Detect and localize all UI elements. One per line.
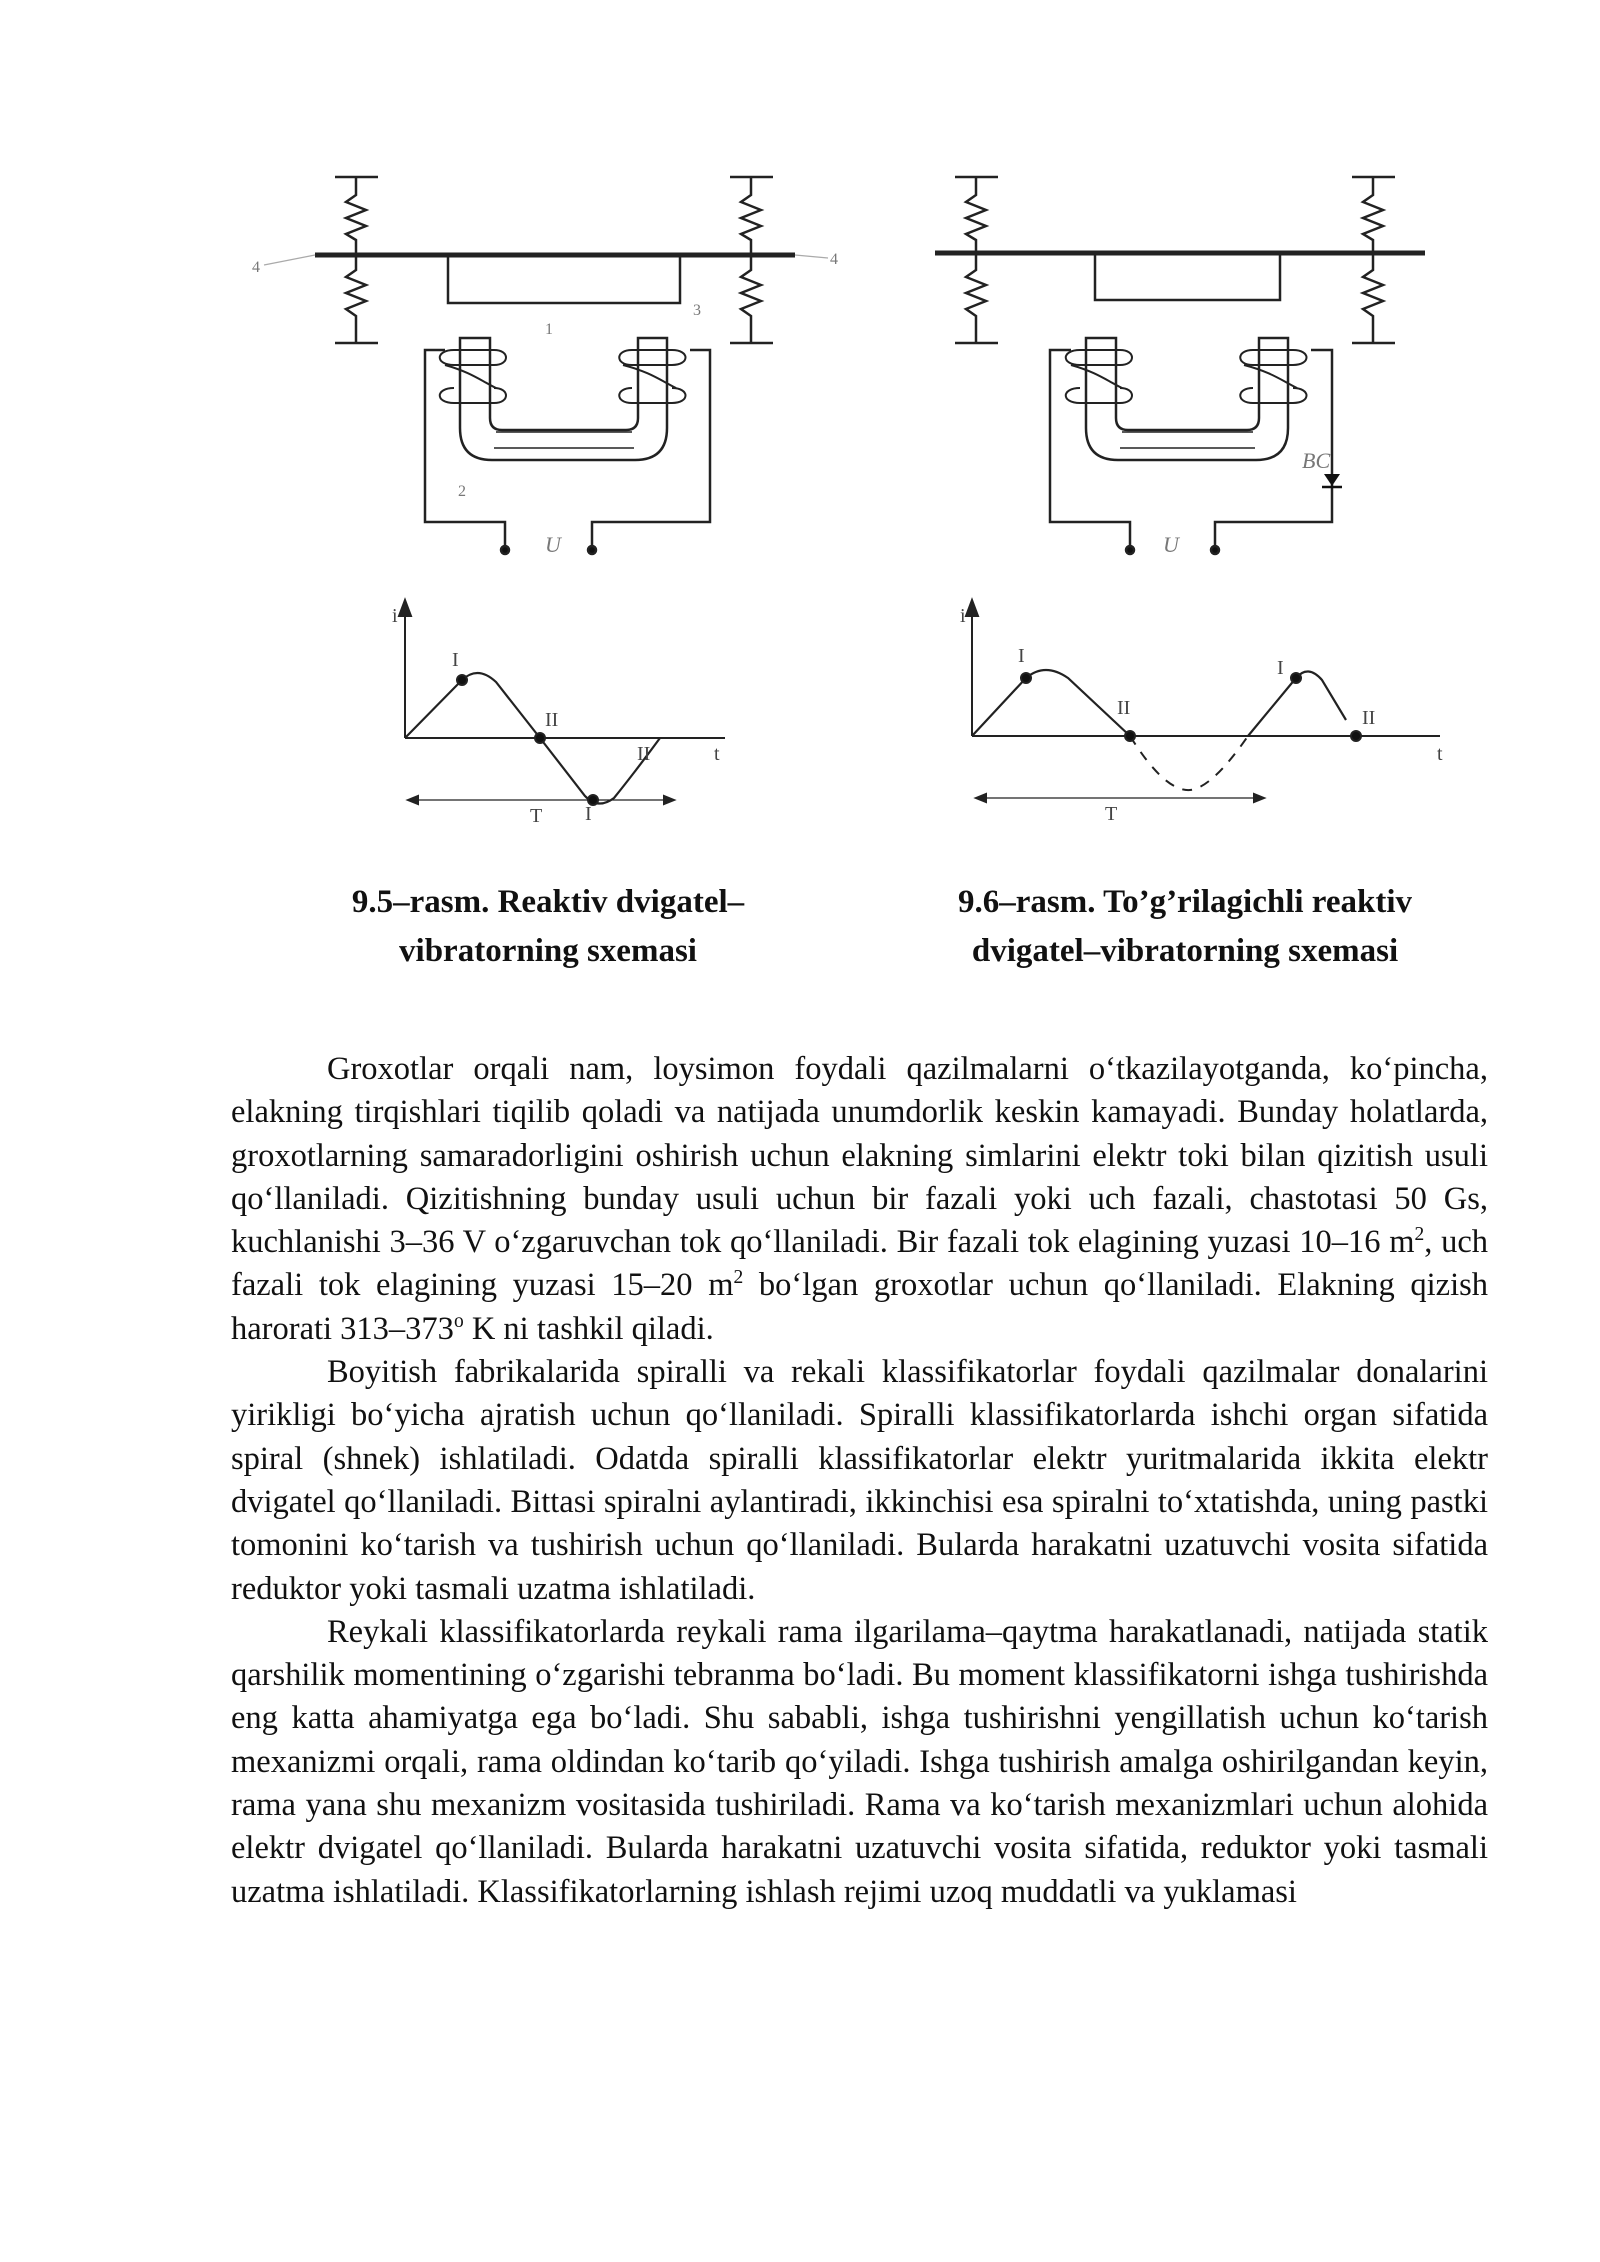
axis-i-label: i — [960, 605, 966, 627]
body-text — [231, 1048, 1488, 1914]
point-II-b: II — [1362, 707, 1376, 729]
caption-9-6-line1: 9.6–rasm. To’g’rilagichli reaktiv — [957, 884, 1413, 920]
caption-9-5-line2: vibratorning sxemasi — [399, 933, 697, 969]
label-3: 3 — [693, 302, 701, 319]
period-label: T — [1105, 803, 1118, 825]
waveform-graph-9-5 — [399, 600, 725, 805]
point-II-a: II — [1117, 697, 1131, 719]
point-I-b: I — [585, 803, 592, 825]
point-I-a: I — [452, 649, 459, 671]
label-4-right: 4 — [830, 251, 838, 268]
label-1: 1 — [545, 321, 553, 338]
axis-i-label: i — [392, 605, 398, 627]
paragraph-2: Boyitish fabrikalarida spiralli va rekali klassifikatorlar foydali qazilmalar donalarini yirikligi bo‘yicha ajratish uchun qo‘llaniladi. Spiralli klassifikatorlarda ishchi organ sifatida spiral (shnek) ishlatiladi. Odatda spiralli klassifikatorlar elektr yuritmalarida ikkita elektr dvigatel qo‘llaniladi. Bittasi spiralni aylantiradi, ikkinchisi esa spiralni to‘xtatishda, uning pastki tomonini ko‘tarish va tushirish uchun qo‘llaniladi. Bularda harakatni uzatuvchi vosita sifatida reduktor yoki tasmali uzatma ishlatiladi. — [231, 1354, 1488, 1607]
label-voltage: U — [1163, 532, 1179, 557]
caption-9-5-line1: 9.5–rasm. Reaktiv dvigatel– — [351, 884, 745, 920]
label-rectifier: BC — [1302, 448, 1331, 473]
label-2: 2 — [458, 483, 466, 500]
caption-9-5 — [268, 878, 828, 976]
label-voltage: U — [545, 532, 561, 557]
axis-t-label: t — [1437, 743, 1443, 765]
figure-9-5 — [240, 160, 840, 860]
label-4-left: 4 — [252, 259, 260, 276]
caption-9-6 — [905, 878, 1465, 976]
point-II-a: II — [545, 709, 559, 731]
paragraph-3: Reykali klassifikatorlarda reykali rama ilgarilama–qaytma harakatlanadi, natijada statik qarshilik momentining o‘zgarishi tebranma bo‘ladi. Bu moment klassifikatorni ishga tushirishda eng katta ahamiyatga ega bo‘ladi. Shu sababli, ishga tushirishni yengillatish uchun ko‘tarish mexanizmi orqali, rama oldindan ko‘tarib qo‘yiladi. Ishga tushirish amalga oshirilgandan keyin, rama yana shu mexanizm vositasida tushiriladi. Rama va ko‘tarish mexanizmlari uchun alohida elektr dvigatel qo‘llaniladi. Bularda harakatni uzatuvchi vosita sifatida, reduktor yoki tasmali uzatma ishlatiladi. Klassifikatorlarning ishlash rejimi uzoq muddatli va yuklamasi — [231, 1613, 1488, 1910]
point-II-b: II — [637, 743, 651, 765]
caption-9-6-line2: dvigatel–vibratorning sxemasi — [971, 933, 1399, 969]
paragraph-1: Groxotlar orqali nam, loysimon foydali qazilmalarni o‘tkazilayotganda, ko‘pincha, elakning tirqishlari tiqilib qoladi va natijada unumdorlik keskin kamayadi. Bunday holatlarda, groxotlarning samaradorligini oshirish uchun elakning simlarini elektr toki bilan qizitish usuli qo‘llaniladi. Qizitishning bunday usuli uchun bir fazali yoki uch fazali, chastotasi 50 Gs, kuchlanishi 3–36 V o‘zgaruvchan tok qo‘llaniladi. Bir fazali tok elagining yuzasi 10–16 $m^2$, uch fazali tok elagining yuzasi 15–20 $m^2$ bo‘lgan groxotlar uchun qo‘llaniladi. Elakning qizish harorati 313–373$^o$ K ni tashkil qiladi. — [231, 1051, 1489, 1347]
rectifier-diode-icon — [1322, 474, 1342, 487]
waveform-graph-9-6 — [966, 600, 1440, 802]
vibrator-schematic-9-6 — [935, 177, 1425, 554]
vibrator-schematic-9-5 — [315, 177, 795, 554]
period-label: T — [530, 805, 543, 827]
point-I-b: I — [1277, 657, 1284, 679]
point-I-a: I — [1018, 645, 1025, 667]
figure-9-6 — [900, 160, 1460, 860]
axis-t-label: t — [714, 743, 720, 765]
